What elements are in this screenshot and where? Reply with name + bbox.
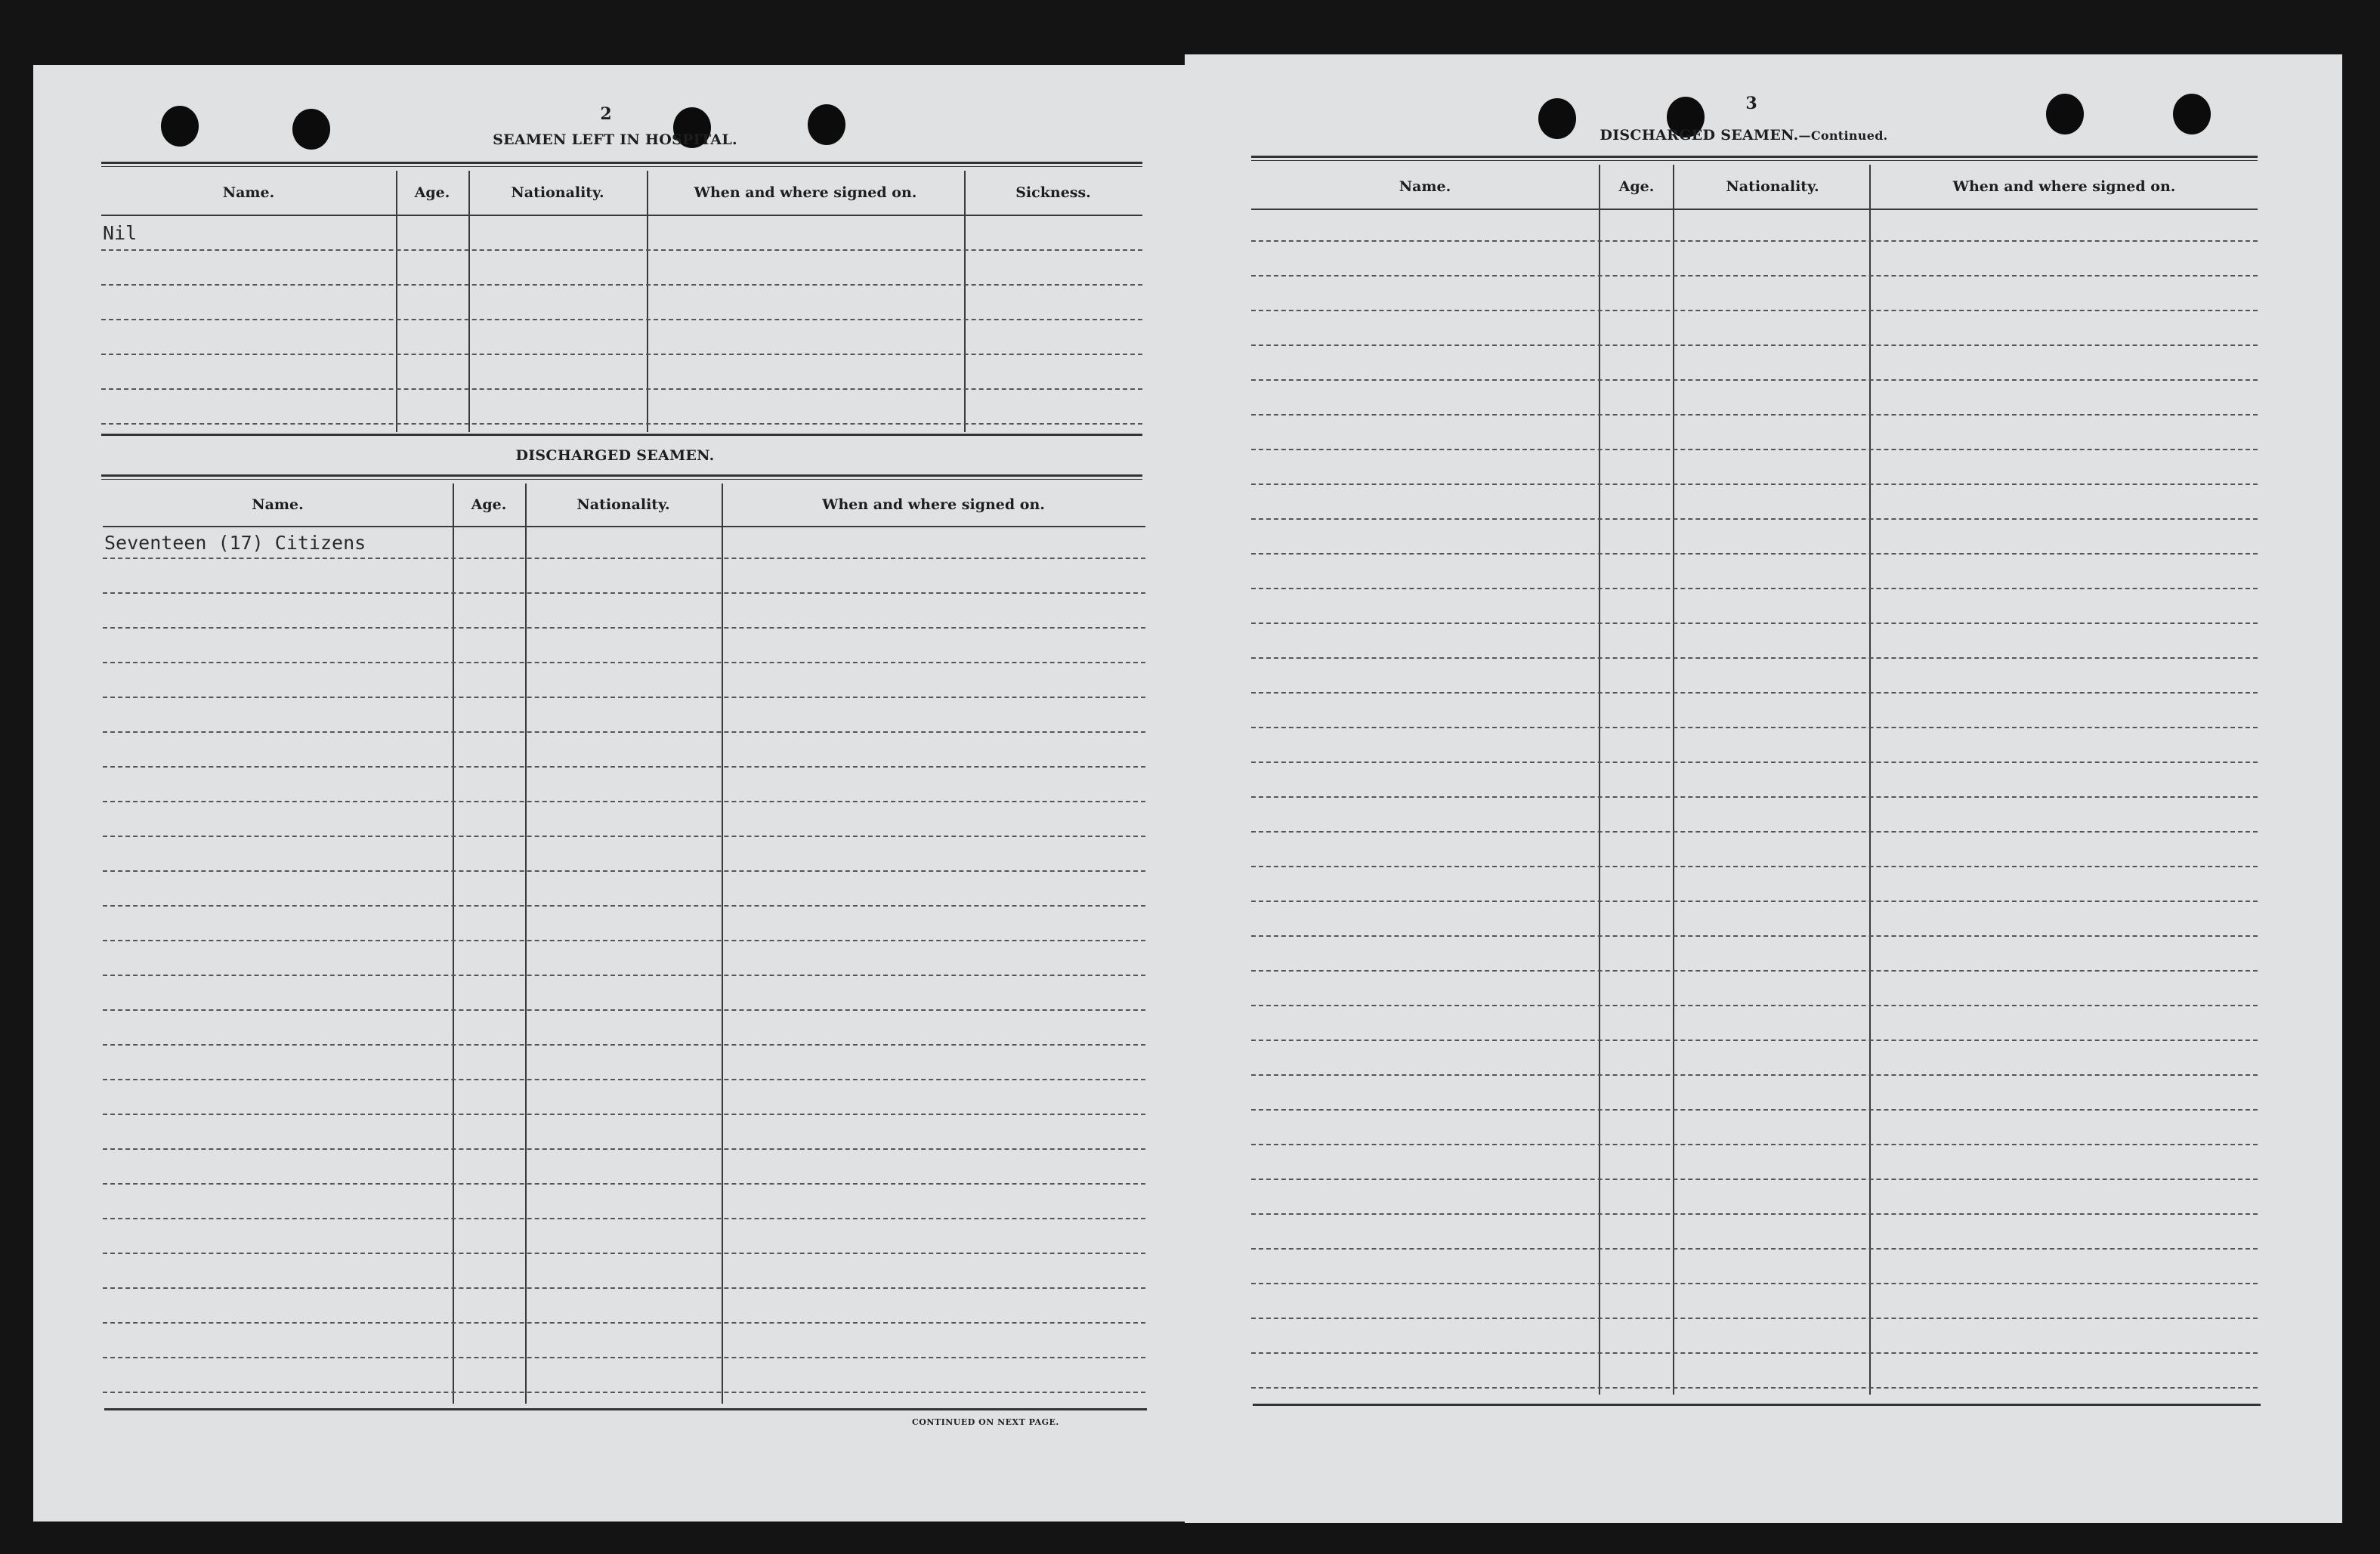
entry-line — [1251, 449, 2258, 450]
entry-line — [1251, 240, 2258, 242]
entry-line — [1251, 1074, 2258, 1076]
entry-line — [103, 662, 1145, 663]
section-title-hospital: SEAMEN LEFT IN HOSPITAL. — [493, 131, 737, 148]
entry-line — [103, 1148, 1145, 1150]
rule — [1253, 1404, 2261, 1406]
entry-line — [1251, 623, 2258, 624]
entry-line — [1251, 310, 2258, 311]
entry-line — [1251, 1387, 2258, 1389]
entry-line — [103, 1218, 1145, 1219]
rule — [104, 1408, 1147, 1410]
column-header-age: Age. — [414, 184, 450, 201]
entry-line — [103, 766, 1145, 768]
entry-line — [103, 1357, 1145, 1358]
rule — [101, 434, 1142, 436]
entry-line — [103, 1287, 1145, 1289]
column-header-nationality: Nationality. — [511, 184, 604, 201]
entry-line — [103, 801, 1145, 802]
entry-line — [1251, 379, 2258, 381]
entry-line — [1251, 1040, 2258, 1041]
column-header-signed-on: When and where signed on. — [1952, 178, 2176, 195]
column-divider — [1673, 165, 1674, 1395]
entry-line — [1251, 796, 2258, 798]
column-divider — [1869, 165, 1871, 1395]
hospital-table — [101, 171, 1142, 439]
entry-line — [1251, 901, 2258, 902]
entry-line — [1251, 588, 2258, 589]
entry-line — [1251, 1144, 2258, 1145]
entry-line — [1251, 657, 2258, 659]
entry-line — [1251, 275, 2258, 277]
entry-line — [1251, 831, 2258, 833]
entry-line — [1251, 692, 2258, 694]
column-header-age: Age. — [1618, 178, 1655, 195]
punch-hole — [161, 106, 199, 147]
entry-line — [103, 1183, 1145, 1185]
table-header — [1251, 165, 2258, 210]
right-page — [1185, 54, 2342, 1523]
column-header-signed-on: When and where signed on. — [694, 184, 917, 201]
column-divider — [964, 171, 966, 432]
column-header-sickness: Sickness. — [1015, 184, 1091, 201]
entry-line — [103, 1392, 1145, 1393]
table-header — [103, 484, 1145, 527]
entry-line — [1251, 484, 2258, 485]
entry-line — [103, 836, 1145, 837]
entry-line — [103, 1009, 1145, 1011]
section-title-suffix: —Continued. — [1798, 128, 1888, 143]
rule — [101, 474, 1142, 480]
typed-entry-nil: Nil — [103, 222, 138, 244]
entry-line — [1251, 1283, 2258, 1284]
entry-line — [1251, 1005, 2258, 1006]
entry-line — [1251, 414, 2258, 416]
section-title-discharged-continued — [1517, 127, 1970, 144]
page-number: 3 — [1745, 94, 1757, 113]
column-divider — [453, 484, 454, 1404]
entry-line — [1251, 1248, 2258, 1250]
column-divider — [1599, 165, 1600, 1395]
column-header-age: Age. — [471, 496, 507, 513]
column-divider — [647, 171, 648, 432]
entry-line — [103, 1079, 1145, 1080]
discharged-continued-table — [1251, 165, 2258, 1396]
entry-line — [1251, 935, 2258, 937]
entry-line — [1251, 970, 2258, 972]
entry-line — [101, 388, 1142, 390]
entry-line — [1251, 1179, 2258, 1180]
column-header-signed-on: When and where signed on. — [822, 496, 1045, 513]
rule — [101, 162, 1142, 167]
entry-line — [103, 731, 1145, 733]
entry-line — [1251, 727, 2258, 728]
column-header-name: Name. — [222, 184, 275, 201]
left-page — [33, 65, 1189, 1522]
entry-line — [103, 940, 1145, 941]
discharged-table — [103, 484, 1145, 1405]
entry-line — [103, 1044, 1145, 1046]
entry-line — [103, 975, 1145, 976]
section-title-text: DISCHARGED SEAMEN. — [1600, 127, 1799, 144]
entry-line — [101, 319, 1142, 320]
entry-line — [1251, 553, 2258, 555]
column-divider — [468, 171, 470, 432]
entry-line — [1251, 1318, 2258, 1319]
entry-line — [103, 697, 1145, 698]
entry-line — [103, 1114, 1145, 1115]
entry-line — [1251, 1352, 2258, 1354]
entry-line — [103, 905, 1145, 907]
entry-line — [103, 1253, 1145, 1254]
section-title-discharged: DISCHARGED SEAMEN. — [515, 447, 715, 464]
column-header-nationality: Nationality. — [1726, 178, 1819, 195]
column-divider — [525, 484, 527, 1404]
entry-line — [103, 870, 1145, 872]
punch-hole — [2046, 94, 2084, 134]
entry-line — [1251, 518, 2258, 520]
entry-line — [103, 627, 1145, 629]
entry-line — [1251, 866, 2258, 867]
entry-line — [101, 354, 1142, 355]
entry-line — [101, 249, 1142, 251]
entry-line — [1251, 344, 2258, 346]
column-header-nationality: Nationality. — [576, 496, 670, 513]
column-divider — [722, 484, 723, 1404]
entry-line — [1251, 762, 2258, 763]
column-header-name: Name. — [1399, 178, 1451, 195]
entry-line — [1251, 1109, 2258, 1111]
continued-note: CONTINUED ON NEXT PAGE. — [912, 1417, 1059, 1427]
entry-line — [103, 558, 1145, 559]
punch-hole — [292, 109, 330, 150]
entry-line — [103, 592, 1145, 594]
page-number: 2 — [600, 104, 612, 124]
entry-line — [103, 1322, 1145, 1324]
entry-line — [1251, 1213, 2258, 1215]
punch-hole — [2173, 94, 2211, 134]
entry-line — [101, 284, 1142, 286]
column-header-name: Name. — [252, 496, 304, 513]
typed-entry-citizens: Seventeen (17) Citizens — [104, 532, 366, 554]
entry-line — [101, 423, 1142, 425]
table-header — [101, 171, 1142, 216]
column-divider — [396, 171, 397, 432]
rule — [1251, 156, 2258, 161]
